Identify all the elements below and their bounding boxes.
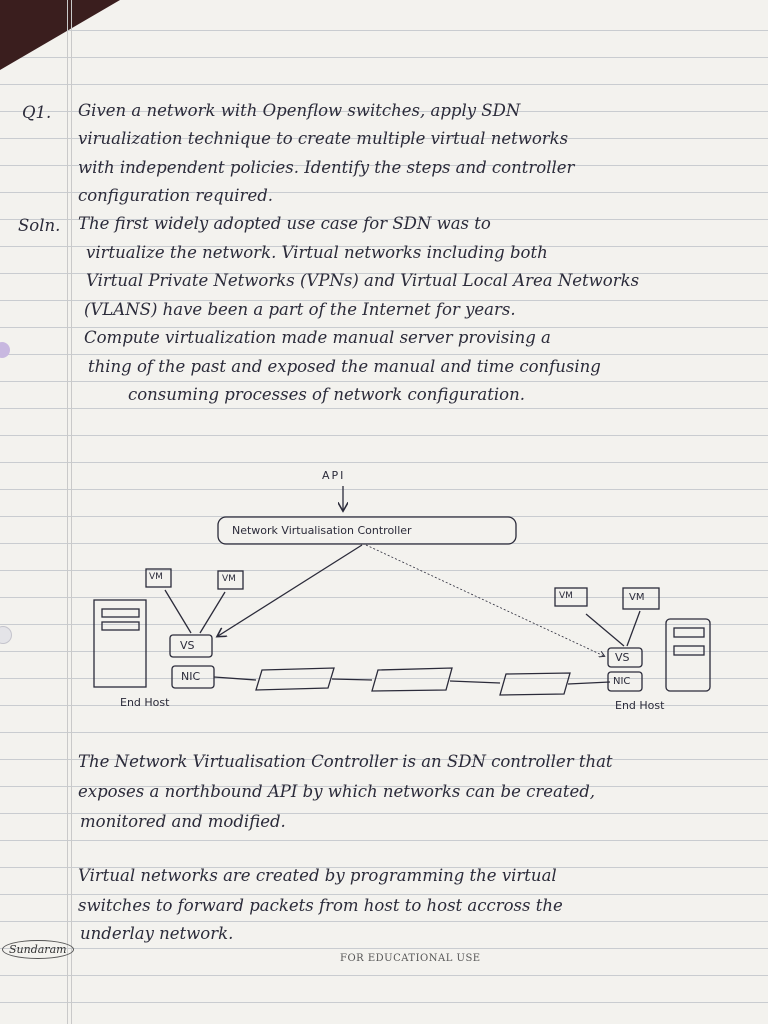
solution-line: virtualize the network. Virtual networks including both — [86, 243, 548, 262]
solution-line: Virtual Private Networks (VPNs) and Virtual Local Area Networks — [86, 271, 640, 290]
solution-line: (VLANS) have been a part of the Internet for years. — [84, 300, 516, 319]
paragraph-line: Virtual networks are created by programming the virtual — [78, 866, 557, 885]
question-line: configuration required. — [78, 186, 274, 205]
underlay-switch — [500, 673, 570, 695]
vm-label: VM — [559, 591, 573, 601]
api-label: API — [322, 469, 346, 482]
solution-line: thing of the past and exposed the manual and time confusing — [88, 357, 601, 376]
server-drive-slot — [674, 628, 704, 637]
vm-link — [200, 592, 225, 633]
solution-line: Compute virtualization made manual server provising a — [84, 328, 551, 347]
underlay-link — [214, 677, 256, 680]
vm-link — [165, 590, 191, 633]
underlay-link — [450, 681, 500, 683]
nic-label-left: NIC — [181, 670, 201, 683]
underlay-link — [332, 679, 372, 680]
vm-label: VM — [629, 592, 645, 603]
paragraph-line: monitored and modified. — [80, 812, 286, 831]
vm-link — [627, 611, 640, 646]
question-line: with independent policies. Identify the steps and controller — [78, 158, 575, 177]
underlay-switch — [256, 668, 334, 690]
server-drive-slot — [102, 622, 139, 630]
paragraph-line: underlay network. — [80, 924, 234, 943]
vs-label-right: VS — [615, 651, 630, 664]
question-line: Given a network with Openflow switches, apply SDN — [78, 101, 521, 120]
footer-text: FOR EDUCATIONAL USE — [340, 953, 481, 964]
vs-label-left: VS — [180, 639, 195, 652]
end-host-right-label: End Host — [615, 699, 665, 712]
controller-label: Network Virtualisation Controller — [232, 524, 412, 537]
vm-label: VM — [149, 572, 163, 582]
nic-label-right: NIC — [613, 676, 631, 687]
controller-to-vs-left — [218, 545, 362, 636]
server-drive-slot — [102, 609, 139, 617]
solution-line: consuming processes of network configuration. — [128, 385, 525, 404]
solution-label: Soln. — [18, 216, 61, 235]
server-drive-slot — [674, 646, 704, 655]
vm-link — [586, 614, 624, 646]
paragraph-line: exposes a northbound API by which networks can be created, — [78, 782, 596, 801]
underlay-link — [568, 682, 610, 684]
question-line: virualization technique to create multiple virtual networks — [78, 129, 569, 148]
paragraph-line: switches to forward packets from host to host accross the — [78, 896, 563, 915]
vm-label: VM — [222, 574, 236, 584]
notebook-brand-logo: Sundaram — [2, 940, 74, 959]
question-label: Q1. — [22, 103, 52, 122]
solution-line: The first widely adopted use case for SDN was to — [78, 214, 491, 233]
underlay-switch — [372, 668, 452, 691]
paragraph-line: The Network Virtualisation Controller is an SDN controller that — [78, 752, 613, 771]
end-host-left-label: End Host — [120, 696, 170, 709]
